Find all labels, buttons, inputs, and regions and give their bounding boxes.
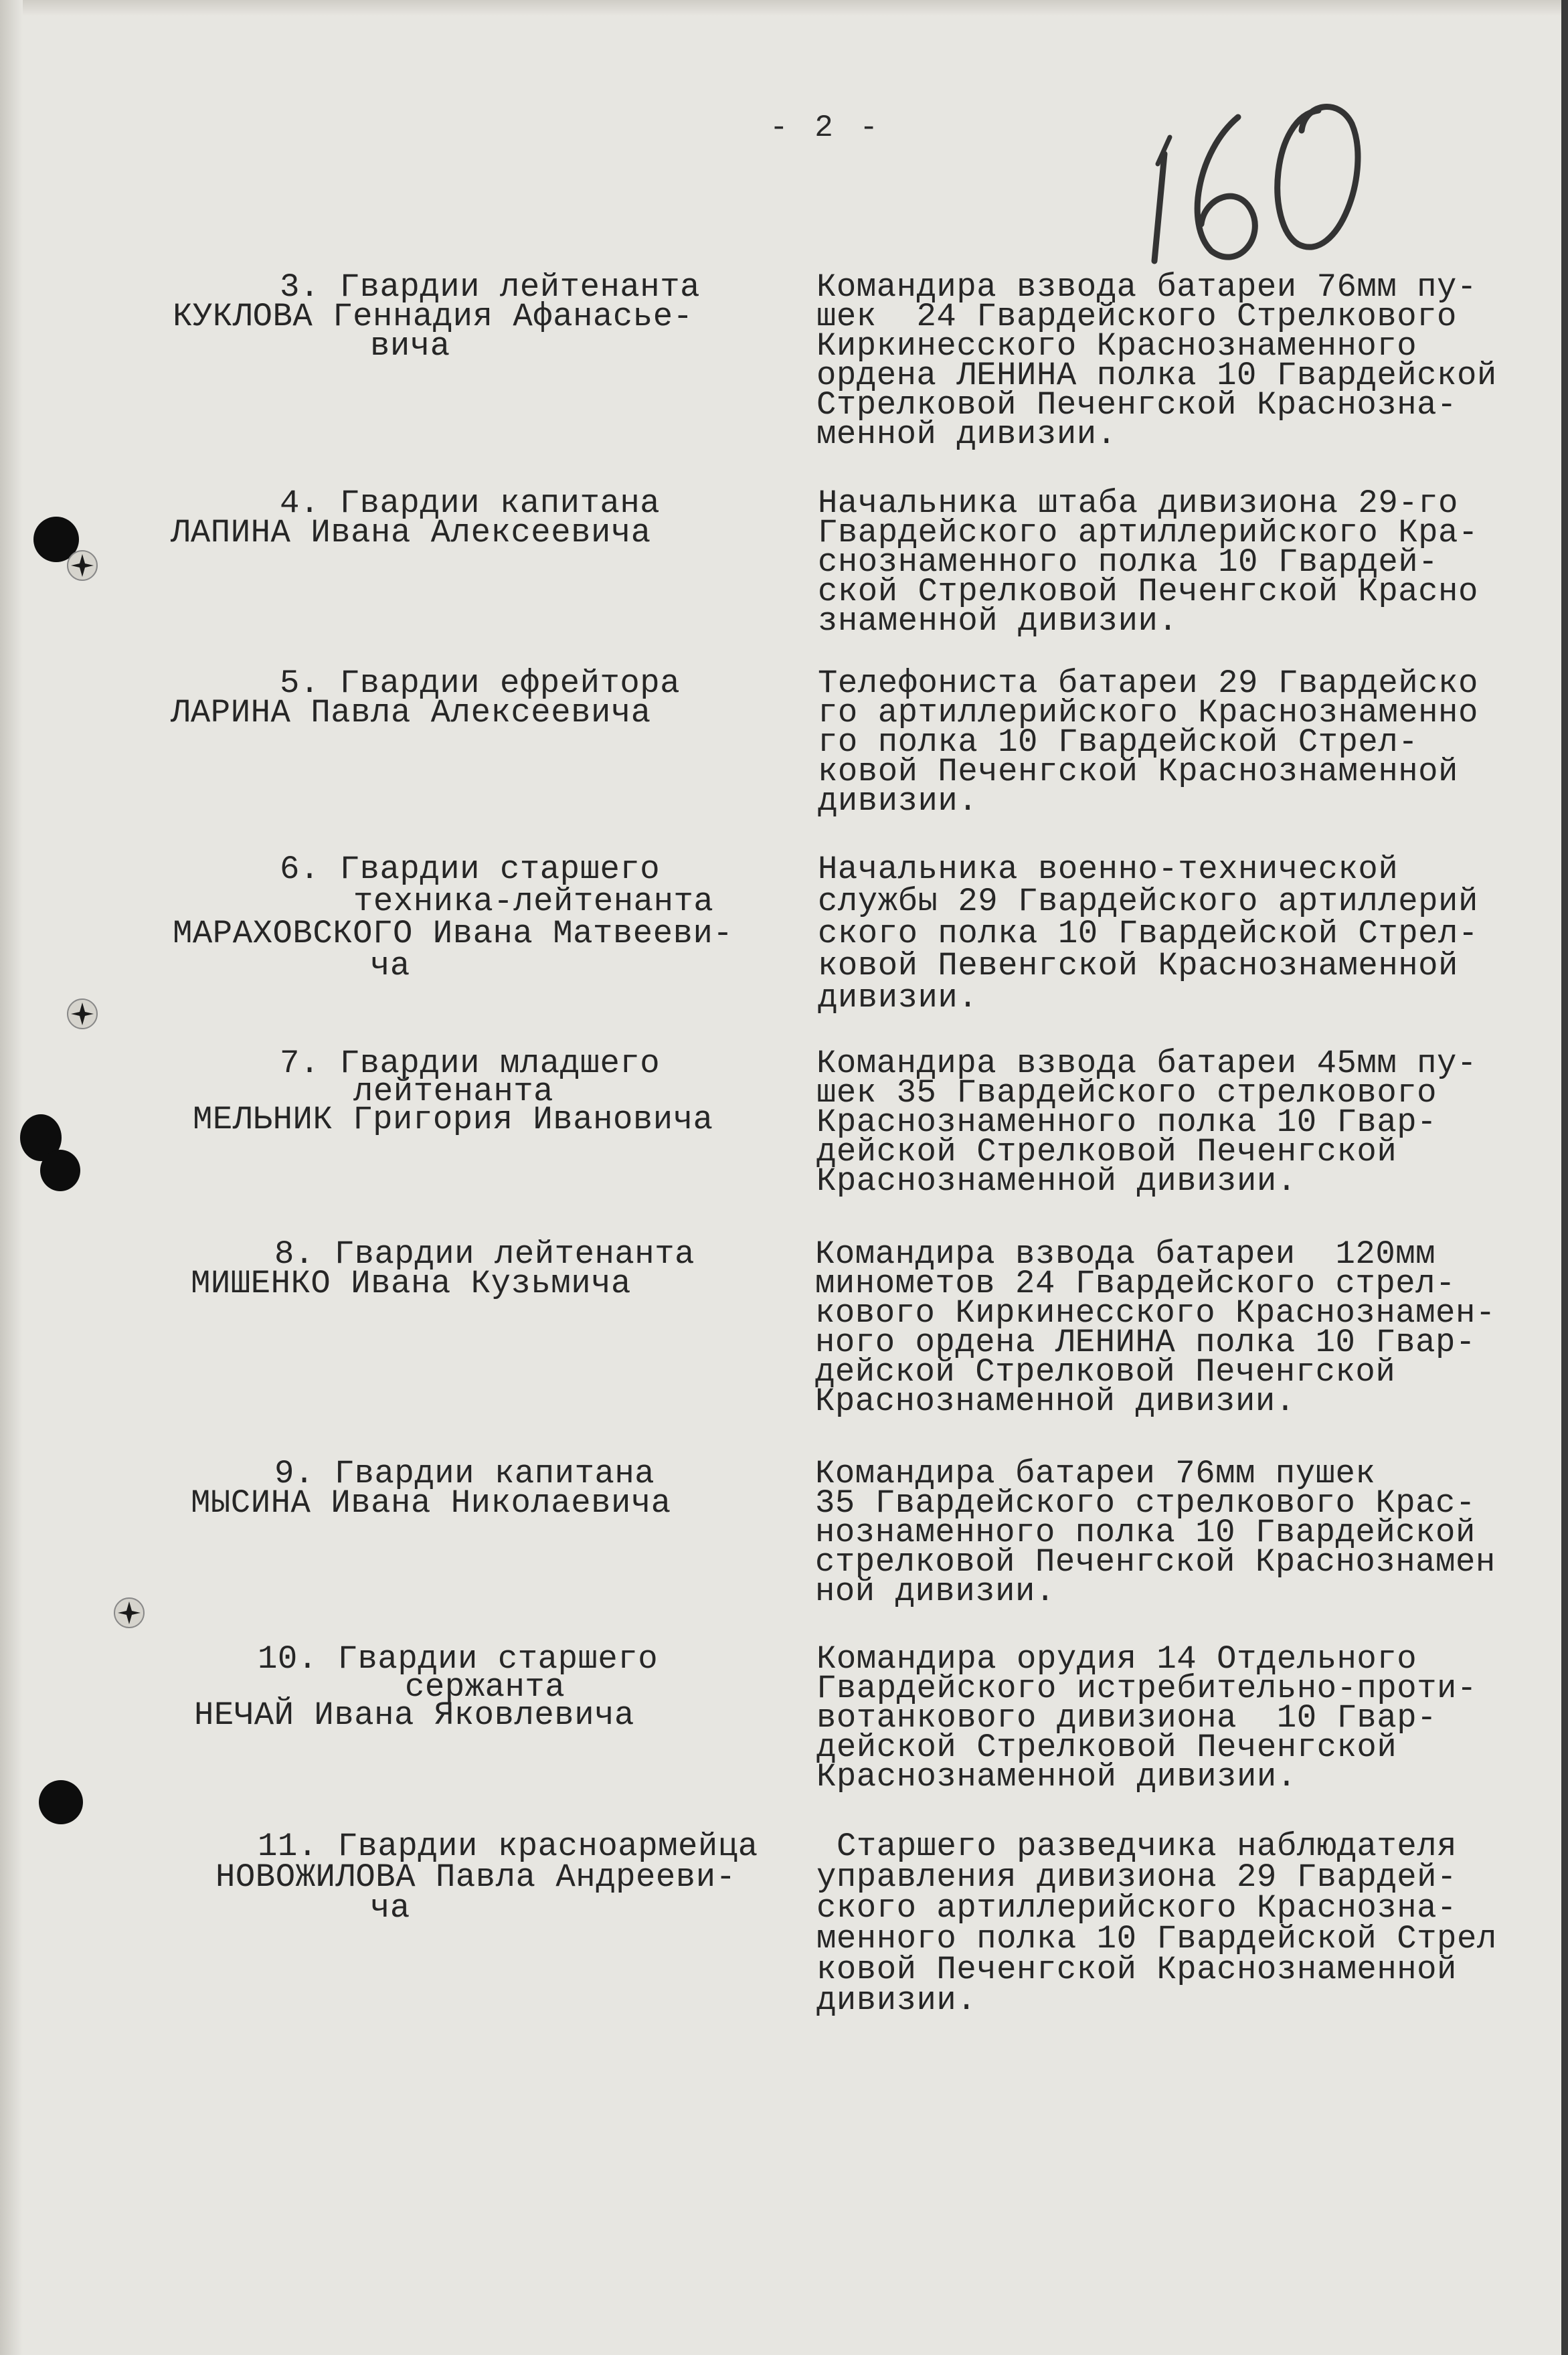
- entry-rank-line: 6. Гвардии старшего: [280, 851, 661, 888]
- handwritten-folio-number: [1138, 90, 1392, 278]
- entry-rank-line: 11. Гвардии красноармейца: [258, 1828, 758, 1865]
- entry-position-line: нознаменного полка 10 Гвардейской: [815, 1514, 1476, 1551]
- entry-position-line: ского артиллерийского Краснозна-: [816, 1889, 1457, 1927]
- entry-position-line: менной дивизии.: [816, 416, 1117, 453]
- entry-name-line: ЛАРИНА Павла Алексеевича: [171, 694, 651, 731]
- entry-name-continuation: ча: [370, 947, 410, 984]
- entry-rank-line: 3. Гвардии лейтенанта: [280, 268, 701, 306]
- entry-position-line: дивизии.: [818, 979, 978, 1017]
- entry-position-line: Командира взвода батареи 45мм пу-: [816, 1045, 1477, 1082]
- entry-rank-line: 10. Гвардии старшего: [258, 1640, 659, 1678]
- entry-rank-line: 4. Гвардии капитана: [280, 485, 661, 522]
- entry-position-line: снознаменного полка 10 Гвардей-: [818, 543, 1439, 581]
- entry-position-line: Начальника штаба дивизиона 29-го: [818, 485, 1458, 522]
- entry-rank-line: сержанта: [405, 1668, 565, 1706]
- entry-position-line: Киркинесского Краснознаменного: [816, 327, 1417, 365]
- entry-position-line: дейской Стрелковой Печенгской: [816, 1133, 1397, 1170]
- tack-mark: [66, 549, 99, 582]
- entry-name-line: НОВОЖИЛОВА Павла Андрееви-: [215, 1858, 736, 1896]
- entry-position-line: Краснознаменного полка 10 Гвар-: [816, 1104, 1438, 1141]
- entry-position-line: Старшего разведчика наблюдателя: [837, 1828, 1458, 1865]
- entry-rank-line: 8. Гвардии лейтенанта: [274, 1235, 695, 1273]
- entry-name-continuation: ча: [370, 1889, 410, 1927]
- scan-border-right: [1561, 0, 1568, 2355]
- paper-edge-top: [0, 0, 1568, 16]
- entry-name-line: КУКЛОВА Геннадия Афанасье-: [173, 298, 693, 335]
- entry-position-line: ного ордена ЛЕНИНА полка 10 Гвар-: [815, 1324, 1476, 1361]
- paper-edge-left: [0, 0, 23, 2355]
- entry-position-line: службы 29 Гвардейского артиллерий: [818, 883, 1478, 920]
- entry-position-line: Краснознаменной дивизии.: [815, 1383, 1296, 1420]
- entry-position-line: дивизии.: [816, 1982, 977, 2019]
- entry-position-line: вотанкового дивизиона 10 Гвар-: [816, 1699, 1438, 1737]
- entry-name-line: МИШЕНКО Ивана Кузьмича: [191, 1265, 631, 1302]
- entry-position-line: минометов 24 Гвардейского стрел-: [815, 1265, 1456, 1302]
- entry-position-line: Гвардейского истребительно-проти-: [816, 1670, 1477, 1707]
- entry-position-line: знаменной дивизии.: [818, 602, 1179, 640]
- entry-position-line: кового Киркинесского Краснознамен-: [815, 1294, 1496, 1332]
- entry-position-line: ской Стрелковой Печенгской Красно: [818, 573, 1478, 610]
- entry-name-line: МАРАХОВСКОГО Ивана Матвееви-: [173, 915, 733, 952]
- entry-position-line: шек 24 Гвардейского Стрелкового: [816, 298, 1457, 335]
- entry-position-line: ордена ЛЕНИНА полка 10 Гвардейской: [816, 357, 1497, 394]
- entry-position-line: дейской Стрелковой Печенгской: [815, 1353, 1396, 1391]
- entry-position-line: ковой Печенгской Краснознаменной: [818, 753, 1458, 790]
- entry-name-continuation: вича: [370, 327, 450, 365]
- entry-rank-line: 5. Гвардии ефрейтора: [280, 665, 681, 702]
- entry-position-line: Командира взвода батареи 76мм пу-: [816, 268, 1477, 306]
- entry-position-line: го полка 10 Гвардейской Стрел-: [818, 723, 1419, 761]
- entry-position-line: го артиллерийского Краснознаменно: [818, 694, 1478, 731]
- entry-position-line: Краснознаменной дивизии.: [816, 1758, 1297, 1796]
- entry-position-line: стрелковой Печенгской Краснознамен: [815, 1543, 1496, 1581]
- entry-position-line: шек 35 Гвардейского стрелкового: [816, 1074, 1438, 1112]
- page-number: - 2 -: [770, 110, 883, 145]
- entry-position-line: Начальника военно-технической: [818, 851, 1399, 888]
- entry-name-line: МЫСИНА Ивана Николаевича: [191, 1484, 671, 1522]
- entry-position-line: дейской Стрелковой Печенгской: [816, 1729, 1397, 1766]
- entry-position-line: менного полка 10 Гвардейской Стрел: [816, 1920, 1497, 1957]
- entry-position-line: 35 Гвардейского стрелкового Крас-: [815, 1484, 1476, 1522]
- entry-position-line: ковой Печенгской Краснознаменной: [816, 1951, 1457, 1988]
- entry-position-line: Гвардейского артиллерийского Кра-: [818, 514, 1478, 551]
- entry-rank-line: техника-лейтенанта: [353, 883, 714, 920]
- entry-name-line: ЛАПИНА Ивана Алексеевича: [171, 514, 651, 551]
- entry-position-line: Краснознаменной дивизии.: [816, 1162, 1297, 1200]
- entry-position-line: Командира батареи 76мм пушек: [815, 1455, 1376, 1492]
- entry-position-line: Командира орудия 14 Отдельного: [816, 1640, 1417, 1678]
- tack-mark: [112, 1596, 146, 1630]
- entry-position-line: Стрелковой Печенгской Краснозна-: [816, 386, 1457, 424]
- entry-rank-line: 9. Гвардии капитана: [274, 1455, 655, 1492]
- entry-name-line: НЕЧАЙ Ивана Яковлевича: [194, 1696, 634, 1734]
- tack-mark: [66, 997, 99, 1031]
- punch-hole: [39, 1780, 83, 1824]
- entry-position-line: управления дивизиона 29 Гвардей-: [816, 1858, 1457, 1896]
- entry-rank-line: лейтенанта: [353, 1073, 554, 1110]
- entry-position-line: дивизии.: [818, 782, 978, 820]
- punch-hole: [40, 1150, 80, 1191]
- entry-position-line: ковой Певенгской Краснознаменной: [818, 947, 1458, 984]
- entry-position-line: ского полка 10 Гвардейской Стрел-: [818, 915, 1478, 952]
- entry-position-line: ной дивизии.: [815, 1573, 1055, 1610]
- entry-position-line: Телефониста батареи 29 Гвардейско: [818, 665, 1478, 702]
- entry-name-line: МЕЛЬНИК Григория Ивановича: [193, 1101, 713, 1138]
- entry-rank-line: 7. Гвардии младшего: [280, 1045, 661, 1082]
- entry-position-line: Командира взвода батареи 120мм: [815, 1235, 1436, 1273]
